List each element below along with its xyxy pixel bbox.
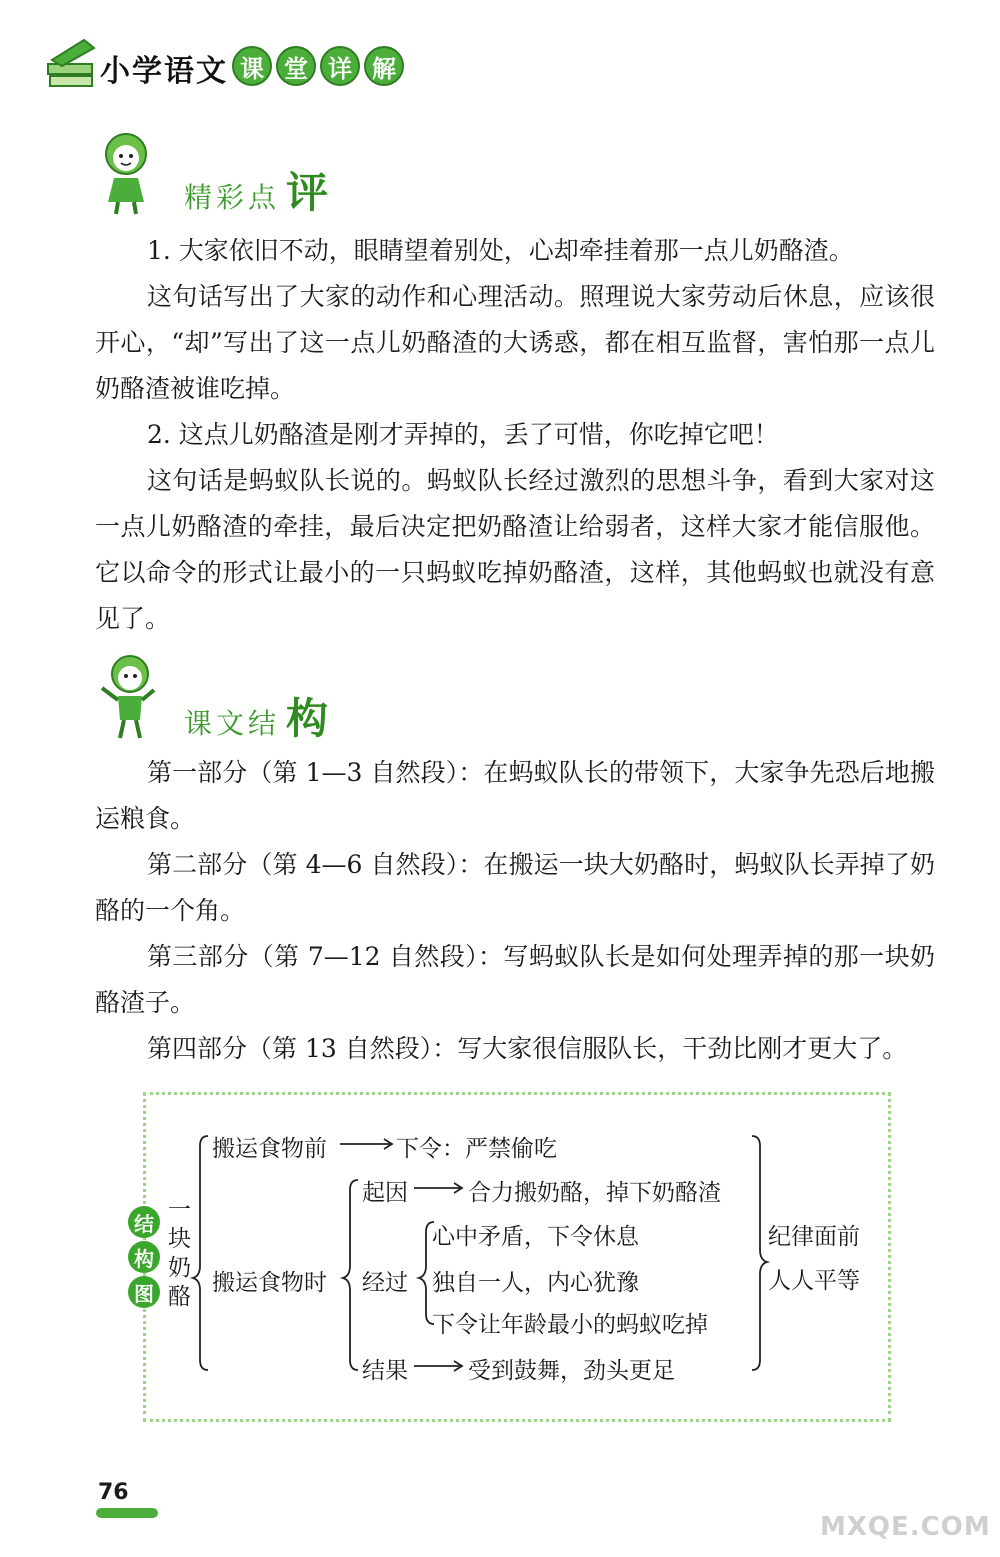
- brace-right: [752, 1136, 767, 1370]
- diagram-cause: 合力搬奶酪，掉下奶酪渣: [468, 1180, 721, 1206]
- brace-during: [343, 1180, 358, 1370]
- structure-part-4: 第四部分（第 13 自然段）：写大家很信服队长，干劲比刚才更大了。: [147, 1034, 908, 1063]
- diagram-root-char: 酪: [168, 1284, 191, 1310]
- diagram-root-char: 块: [168, 1226, 191, 1252]
- diagram-before-result: 下令：严禁偷吃: [396, 1136, 557, 1162]
- diagram-result: 受到鼓舞，劲头更足: [468, 1358, 675, 1384]
- page-number: 76: [98, 1480, 129, 1505]
- diagram-cause-label: 起因: [362, 1180, 408, 1206]
- book-title: 小学语文: [100, 54, 228, 89]
- structure-part-1: 第一部分（第 1—3 自然段）：在蚂蚁队长的带领下，大家争先恐后地搬运粮食。: [95, 758, 935, 833]
- badge-char: 课: [232, 46, 272, 86]
- diagram-process-item: 心中矛盾，下令休息: [432, 1224, 639, 1250]
- comment-quote-2: 2. 这点儿奶酪渣是刚才弄掉的，丢了可惜，你吃掉它吧！: [147, 420, 779, 449]
- section-title-big: 构: [286, 694, 333, 743]
- diagram-badge-char: 图: [128, 1276, 160, 1308]
- diagram-conclusion-line: 纪律面前: [768, 1224, 860, 1250]
- diagram-root-char: 奶: [168, 1255, 191, 1281]
- badge-char: 解: [364, 46, 404, 86]
- section-title-main: 精彩点: [184, 181, 281, 214]
- diagram-conclusion-line: 人人平等: [768, 1268, 860, 1294]
- diagram-during: 搬运食物时: [212, 1270, 327, 1296]
- diagram-process-item: 下令让年龄最小的蚂蚁吃掉: [432, 1312, 708, 1338]
- brace-main: [193, 1136, 208, 1370]
- comment-analysis-2: 这句话是蚂蚁队长说的。蚂蚁队长经过激烈的思想斗争，看到大家对这一点儿奶酪渣的牵挂，最后决定把奶酪渣让给弱者，这样大家才能信服他。它以命令的形式让最小的一只蚂蚁吃掉奶酪渣，这样，其他蚂蚁也就没有意见了。: [95, 466, 935, 633]
- diagram-result-label: 结果: [362, 1358, 408, 1384]
- diagram-process-item: 独自一人，内心犹豫: [432, 1270, 639, 1296]
- badge-char: 详: [320, 46, 360, 86]
- diagram-before: 搬运食物前: [212, 1136, 327, 1162]
- comment-analysis-1: 这句话写出了大家的动作和心理活动。照理说大家劳动后休息，应该很开心，“却”写出了这一点儿奶酪渣的大诱惑，都在相互监督，害怕那一点儿奶酪渣被谁吃掉。: [95, 282, 935, 403]
- diagram-process-label: 经过: [362, 1270, 408, 1296]
- diagram-badge-char: 结: [128, 1206, 160, 1238]
- structure-part-3: 第三部分（第 7—12 自然段）：写蚂蚁队长是如何处理弄掉的那一块奶酪渣子。: [95, 942, 935, 1017]
- section-title-big: 评: [286, 168, 333, 217]
- watermark: MXQE.COM: [820, 1512, 991, 1542]
- structure-part-2: 第二部分（第 4—6 自然段）：在搬运一块大奶酪时，蚂蚁队长弄掉了奶酪的一个角。: [95, 850, 935, 925]
- badge-char: 堂: [276, 46, 316, 86]
- comment-quote-1: 1. 大家依旧不动，眼睛望着别处，心却牵挂着那一点儿奶酪渣。: [147, 236, 854, 265]
- diagram-root-char: 一: [168, 1197, 191, 1223]
- diagram-badge-char: 构: [128, 1241, 160, 1273]
- section-title-main: 课文结: [184, 707, 281, 740]
- page-number-bar: [96, 1508, 158, 1518]
